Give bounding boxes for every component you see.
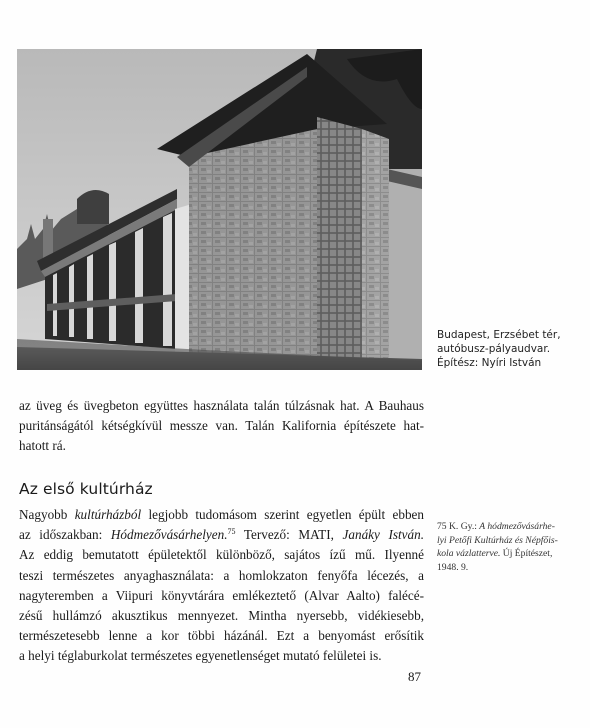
- text-line: zésű hullámzó akusztikus mennyezet. Mintha nyersebb, vidékiesebb,: [19, 607, 424, 623]
- text-line: teszi természetes anyaghasználata: a homlokzaton fenyőfa lécezés, a: [19, 567, 424, 583]
- text-line: puritánságától kétségkívül messze van. Talán Kalifornia építészete hat-: [19, 418, 424, 434]
- text-run: 75 K. Gy.:: [437, 521, 480, 532]
- text-run: az időszakban:: [19, 527, 111, 543]
- footnote-ref: 75: [227, 527, 236, 537]
- text-run: Új Építészet,: [500, 548, 553, 560]
- photo-caption: [437, 328, 587, 370]
- bus-station-photo: [17, 49, 422, 370]
- text-line: a helyi téglaburkolat természetes egyenetlenséget mutató felületei is.: [19, 648, 382, 664]
- text-line: az üveg és üvegbeton együttes használata talán túlzásnak hat. A Bauhaus: [19, 398, 424, 413]
- footnote-line: [437, 520, 587, 534]
- text-line: hatott rá.: [19, 438, 66, 454]
- footnote-line: [437, 547, 587, 561]
- page-number: 87: [408, 669, 421, 684]
- footnote-line: 1948. 9.: [437, 561, 469, 573]
- text-run: legjobb tudomásom szerint egyetlen épült ebben: [141, 507, 424, 522]
- italic-run: Janáky István.: [342, 527, 424, 543]
- italic-run: kultúrházból: [74, 507, 142, 522]
- italic-run: A hódmezővásárhe-: [479, 521, 555, 532]
- italic-run: lyi Petőfi Kultúrház és Népfőis-: [437, 534, 558, 546]
- text-line: Az eddig bemutatott épületektől különböző, sajátos ízű mű. Ilyenné: [19, 547, 424, 563]
- text-run: Tervező: MATI,: [235, 527, 343, 543]
- text-line: [19, 505, 424, 525]
- footnote-line: [437, 534, 587, 548]
- italic-run: kola vázlatterve.: [437, 548, 501, 560]
- text-line: természetesebb lenne a kor többi házánál. Ezt a benyomást erősítik: [19, 628, 424, 644]
- text-run: Nagyobb: [19, 507, 75, 522]
- text-line: [19, 525, 424, 545]
- footnote: [437, 520, 587, 574]
- caption-line: Budapest, Erzsébet tér,: [437, 329, 561, 341]
- paragraph-1: [19, 396, 424, 457]
- caption-line: Építész: Nyíri István: [437, 357, 542, 369]
- caption-line: autóbusz-pályaudvar.: [437, 343, 551, 355]
- italic-run: Hódmezővásárhelyen.: [110, 527, 228, 543]
- text-line: nagyteremben a Viipuri könyvtárára emlékeztető (Alvar Aalto) falécé-: [19, 587, 424, 603]
- paragraph-2: [19, 505, 424, 667]
- section-heading: Az első kultúrház: [19, 480, 153, 498]
